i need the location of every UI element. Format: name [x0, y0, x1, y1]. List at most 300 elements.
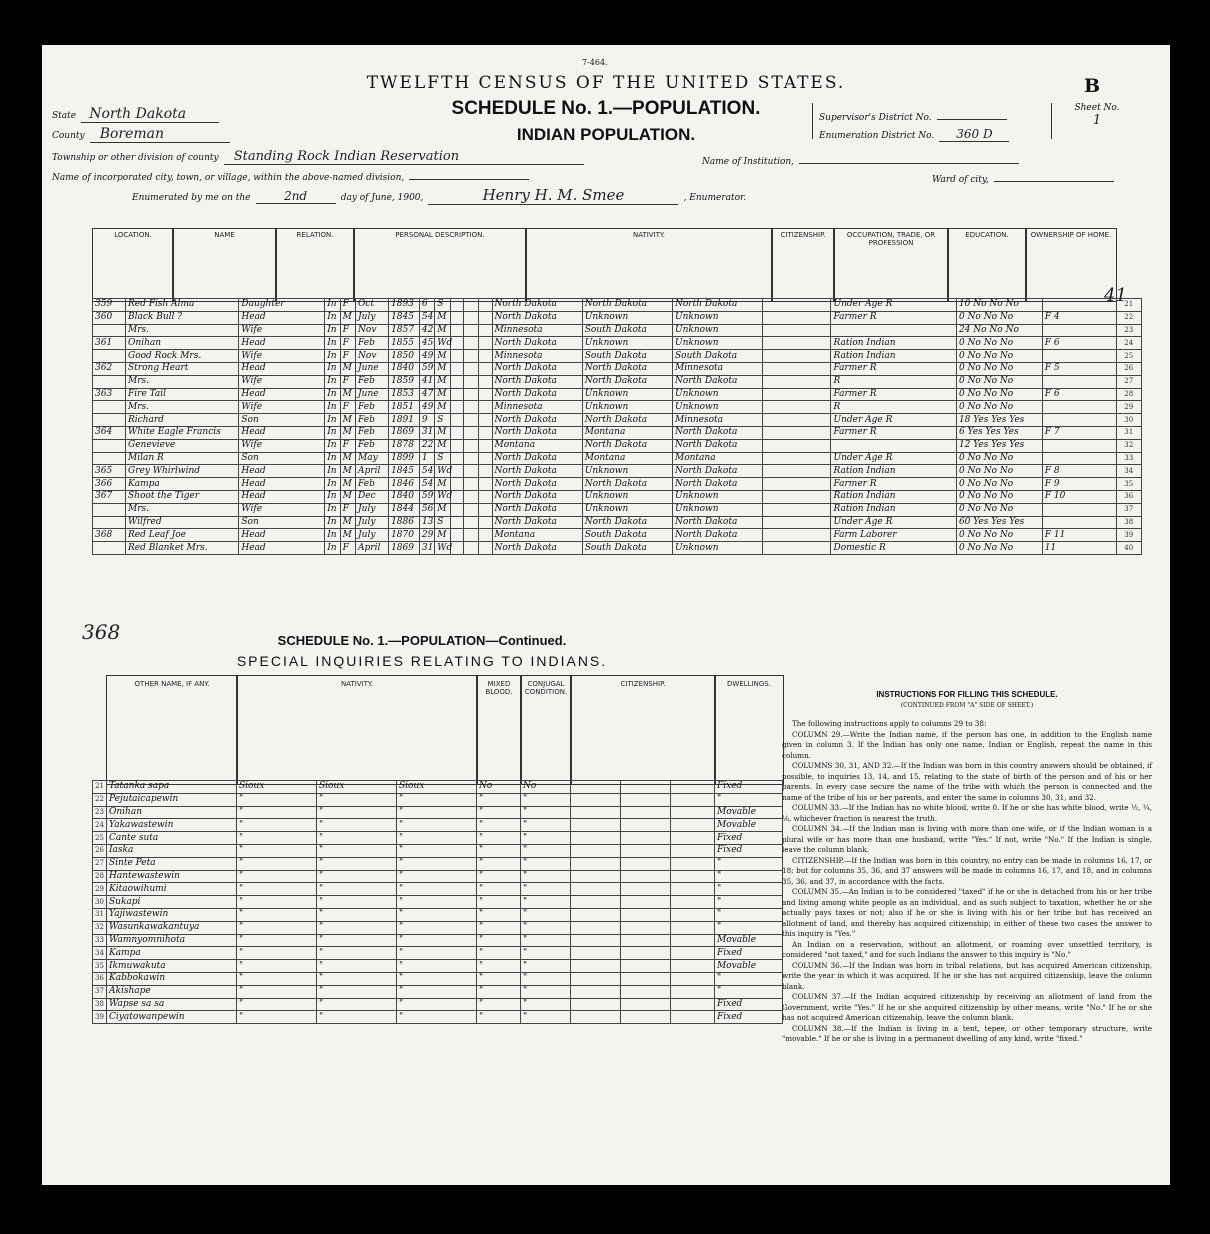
taxed — [571, 972, 621, 985]
citizenship-year — [621, 921, 671, 934]
mother-tribe: " — [397, 934, 477, 947]
mother-tribe: " — [397, 883, 477, 896]
birthplace: Montana — [492, 529, 582, 542]
col-12 — [463, 362, 478, 375]
special-inquiries-title: SPECIAL INQUIRIES RELATING TO INDIANS. — [236, 653, 608, 669]
birth-year: 1886 — [389, 516, 420, 529]
table-row — [93, 1011, 783, 1024]
citizenship-cell — [763, 452, 831, 465]
col-13 — [479, 426, 492, 439]
father-tribe: " — [317, 844, 397, 857]
col-11 — [450, 299, 463, 312]
col-12 — [463, 311, 478, 324]
table-row — [93, 921, 783, 934]
father-birthplace: North Dakota — [582, 414, 672, 427]
taxed — [571, 921, 621, 934]
marital-status: Wd — [435, 465, 450, 478]
other-name: Wapse sa sa — [107, 998, 237, 1011]
tribe: " — [237, 832, 317, 845]
color: In — [325, 414, 340, 427]
tribe: " — [237, 934, 317, 947]
birth-month: June — [356, 362, 389, 375]
father-tribe: " — [317, 857, 397, 870]
sex: F — [340, 299, 355, 312]
occupation: Farmer R — [831, 362, 956, 375]
mother-tribe: " — [397, 870, 477, 883]
father-birthplace: Montana — [582, 452, 672, 465]
birth-month: July — [356, 503, 389, 516]
mother-birthplace: North Dakota — [673, 299, 763, 312]
taxed — [571, 896, 621, 909]
taxed — [571, 883, 621, 896]
person-name: Red Blanket Mrs. — [126, 542, 239, 555]
table-row — [93, 972, 783, 985]
marital-status: M — [435, 426, 450, 439]
birth-year: 1846 — [389, 478, 420, 491]
col-12 — [463, 388, 478, 401]
dwelling-type: Movable — [715, 934, 783, 947]
ownership: F 9 — [1042, 478, 1116, 491]
citizenship-year — [621, 985, 671, 998]
father-birthplace: Unknown — [582, 388, 672, 401]
dwelling-number — [93, 516, 126, 529]
dwelling-number — [93, 542, 126, 555]
citizenship-year — [621, 857, 671, 870]
age: 59 — [419, 362, 434, 375]
dwelling-number: 368 — [93, 529, 126, 542]
education: 12 Yes Yes Yes — [956, 439, 1042, 452]
line-number: 25 — [1116, 350, 1141, 363]
mixed-blood: " — [477, 998, 521, 1011]
occupation: R — [831, 401, 956, 414]
instruction-paragraph: COLUMN 33.—If the Indian has no white blood, write 0. If he or she has white blood, write ½, ¼, ⅛, whichever fraction is nearest the truth. — [782, 803, 1152, 823]
instruction-paragraph: COLUMN 37.—If the Indian acquired citizenship by receiving an allotment of land from the Government, write "Yes." If he or she acquired citizenship by other means, write "No." If he or she has not acquired American citizenship, leave the column blank. — [782, 992, 1152, 1022]
instructions-panel — [782, 690, 1152, 1045]
age: 22 — [419, 439, 434, 452]
person-name: Milan R — [126, 452, 239, 465]
mother-tribe: " — [397, 806, 477, 819]
father-birthplace: North Dakota — [582, 299, 672, 312]
father-birthplace: North Dakota — [582, 362, 672, 375]
birth-month: April — [356, 542, 389, 555]
col-12 — [463, 452, 478, 465]
table-row — [93, 857, 783, 870]
table-row — [93, 832, 783, 845]
col-13 — [479, 516, 492, 529]
line-number: 38 — [1116, 516, 1141, 529]
allotment — [671, 883, 715, 896]
sex: F — [340, 324, 355, 337]
father-birthplace: South Dakota — [582, 542, 672, 555]
birthplace: North Dakota — [492, 452, 582, 465]
col-13 — [479, 478, 492, 491]
other-name: Sukapi — [107, 896, 237, 909]
color: In — [325, 452, 340, 465]
age: 49 — [419, 350, 434, 363]
birthplace: North Dakota — [492, 490, 582, 503]
birth-year: 1845 — [389, 311, 420, 324]
age: 29 — [419, 529, 434, 542]
schedule-subtitle: INDIAN POPULATION. — [516, 125, 696, 144]
col-11 — [450, 529, 463, 542]
birthplace: North Dakota — [492, 542, 582, 555]
county-field — [52, 123, 230, 143]
supervisor-label: Supervisor's District No. — [819, 113, 932, 123]
ownership: F 6 — [1042, 337, 1116, 350]
polygamy: " — [521, 844, 571, 857]
taxed — [571, 960, 621, 973]
education: 0 No No No — [956, 401, 1042, 414]
population-table — [92, 298, 1142, 555]
dwelling-number — [93, 452, 126, 465]
mixed-blood: " — [477, 883, 521, 896]
sex: M — [340, 465, 355, 478]
birthplace: North Dakota — [492, 426, 582, 439]
instruction-paragraph: COLUMN 34.—If the Indian man is living with more than one wife, or if the Indian woman is a plural wife or has more than one husband, write "Yes." If not, write "No." If the Indian is single, leave the column blank. — [782, 824, 1152, 854]
education: 0 No No No — [956, 529, 1042, 542]
education: 10 No No No — [956, 299, 1042, 312]
tribe: " — [237, 806, 317, 819]
birthplace: North Dakota — [492, 503, 582, 516]
age: 49 — [419, 401, 434, 414]
line-number: 32 — [93, 921, 107, 934]
age: 1 — [419, 452, 434, 465]
other-name: Sinte Peta — [107, 857, 237, 870]
col-12 — [463, 337, 478, 350]
township-label: Township or other division of county — [52, 153, 219, 163]
father-tribe: " — [317, 934, 397, 947]
education: 0 No No No — [956, 388, 1042, 401]
mother-tribe: " — [397, 896, 477, 909]
instruction-paragraph: COLUMNS 30, 31, AND 32.—If the Indian was born in this country answers should be obtained, if possible, to inquiries 13, 14, and 15, relating to the state of birth of the person and of his or her parents. In every case secure the name of the tribe with which the person is connected and the name of the tribe of his or her parents, and enter the same in columns 30, 31, and 32. — [782, 761, 1152, 802]
line-number: 40 — [1116, 542, 1141, 555]
dwelling-number — [93, 414, 126, 427]
relation: Head — [239, 311, 325, 324]
father-tribe: " — [317, 908, 397, 921]
birthplace: Montana — [492, 439, 582, 452]
mother-birthplace: Unknown — [673, 490, 763, 503]
birthplace: North Dakota — [492, 414, 582, 427]
dwelling-number — [93, 439, 126, 452]
table-row — [93, 985, 783, 998]
birth-month: Nov — [356, 324, 389, 337]
ownership — [1042, 516, 1116, 529]
census-title: TWELFTH CENSUS OF THE UNITED STATES. — [366, 73, 846, 93]
col-12 — [463, 401, 478, 414]
mother-birthplace: Montana — [673, 452, 763, 465]
citizenship-cell — [763, 503, 831, 516]
line-number: 26 — [1116, 362, 1141, 375]
mother-tribe: " — [397, 985, 477, 998]
line-number: 31 — [93, 908, 107, 921]
other-name: Cante suta — [107, 832, 237, 845]
birth-month: July — [356, 516, 389, 529]
allotment — [671, 1011, 715, 1024]
line-number: 22 — [93, 793, 107, 806]
birth-year: 1859 — [389, 375, 420, 388]
occupation: Domestic R — [831, 542, 956, 555]
citizenship-cell — [763, 350, 831, 363]
enumerated-prefix: Enumerated by me on the — [132, 193, 251, 203]
citizenship-cell — [763, 311, 831, 324]
col-12 — [463, 414, 478, 427]
father-tribe: " — [317, 793, 397, 806]
education: 0 No No No — [956, 465, 1042, 478]
citizenship-cell — [763, 375, 831, 388]
age: 13 — [419, 516, 434, 529]
enumerated-day: 2nd — [256, 189, 336, 204]
mixed-blood: " — [477, 934, 521, 947]
mother-tribe: " — [397, 960, 477, 973]
special-inquiries-table — [92, 780, 783, 1024]
ownership: F 10 — [1042, 490, 1116, 503]
birth-month: Feb — [356, 401, 389, 414]
father-tribe: " — [317, 883, 397, 896]
line-number: 39 — [1116, 529, 1141, 542]
col-12 — [463, 350, 478, 363]
instruction-paragraph: COLUMN 29.—Write the Indian name, if the person has one, in addition to the English name given in column 3. If the Indian has only one name, Indian or English, repeat the name in this column. — [782, 729, 1152, 760]
dwelling-type: Fixed — [715, 832, 783, 845]
tribe: Sioux — [237, 781, 317, 794]
sex: F — [340, 439, 355, 452]
taxed — [571, 998, 621, 1011]
line-number: 29 — [1116, 401, 1141, 414]
relation: Son — [239, 452, 325, 465]
person-name: Kampa — [126, 478, 239, 491]
person-name: Red Fish Alma — [126, 299, 239, 312]
mixed-blood: " — [477, 921, 521, 934]
sex: F — [340, 375, 355, 388]
table-row — [93, 844, 783, 857]
dwelling-type: Fixed — [715, 844, 783, 857]
marital-status: M — [435, 478, 450, 491]
birth-year: 1878 — [389, 439, 420, 452]
father-birthplace: Unknown — [582, 337, 672, 350]
person-name: Richard — [126, 414, 239, 427]
table-row — [93, 793, 783, 806]
table-row — [93, 337, 1142, 350]
table-row — [93, 870, 783, 883]
father-birthplace: North Dakota — [582, 375, 672, 388]
mixed-blood: " — [477, 908, 521, 921]
dwelling-type: " — [715, 857, 783, 870]
table-row — [93, 311, 1142, 324]
line-number: 39 — [93, 1011, 107, 1024]
polygamy: " — [521, 972, 571, 985]
instruction-paragraph: COLUMN 36.—If the Indian was born in tribal relations, but has acquired American citizenship, write the year in which it was acquired. If he or she has not acquired citizenship, leave the column blank. — [782, 960, 1152, 991]
mother-tribe: " — [397, 793, 477, 806]
birthplace: North Dakota — [492, 478, 582, 491]
citizenship-year — [621, 896, 671, 909]
sex: F — [340, 337, 355, 350]
sex: M — [340, 311, 355, 324]
birthplace: North Dakota — [492, 362, 582, 375]
mixed-blood: No — [477, 781, 521, 794]
table-row — [93, 388, 1142, 401]
col-12 — [463, 503, 478, 516]
age: 54 — [419, 311, 434, 324]
col-12 — [463, 299, 478, 312]
line-number: 27 — [1116, 375, 1141, 388]
occupation — [831, 324, 956, 337]
education: 0 No No No — [956, 542, 1042, 555]
color: In — [325, 529, 340, 542]
father-tribe: Sioux — [317, 781, 397, 794]
mother-tribe: " — [397, 908, 477, 921]
occupation: Farmer R — [831, 426, 956, 439]
lower-header-nativity: NATIVITY. — [236, 675, 478, 785]
mixed-blood: " — [477, 844, 521, 857]
birth-year: 1869 — [389, 426, 420, 439]
table-row — [93, 465, 1142, 478]
line-number: 22 — [1116, 311, 1141, 324]
citizenship-cell — [763, 439, 831, 452]
supervisor-field — [819, 105, 1007, 124]
col-13 — [479, 350, 492, 363]
education: 0 No No No — [956, 337, 1042, 350]
sheet-letter: B — [1084, 75, 1101, 97]
ownership — [1042, 375, 1116, 388]
citizenship-year — [621, 960, 671, 973]
other-name: Kitaowihumi — [107, 883, 237, 896]
col-11 — [450, 414, 463, 427]
marital-status: Wd — [435, 337, 450, 350]
allotment — [671, 921, 715, 934]
enumerated-line — [132, 185, 746, 205]
person-name: Strong Heart — [126, 362, 239, 375]
citizenship-cell — [763, 362, 831, 375]
line-number: 29 — [93, 883, 107, 896]
citizenship-cell — [763, 426, 831, 439]
mother-tribe: " — [397, 819, 477, 832]
col-13 — [479, 375, 492, 388]
table-row — [93, 350, 1142, 363]
father-tribe: " — [317, 832, 397, 845]
mother-tribe: Sioux — [397, 781, 477, 794]
birth-month: Nov — [356, 350, 389, 363]
header-name: NAME — [172, 228, 277, 302]
polygamy: " — [521, 857, 571, 870]
enumerator-name: Henry H. M. Smee — [428, 186, 678, 205]
birth-year: 1899 — [389, 452, 420, 465]
mother-tribe: " — [397, 998, 477, 1011]
col-13 — [479, 452, 492, 465]
person-name: Onihan — [126, 337, 239, 350]
person-name: Fire Tail — [126, 388, 239, 401]
table-row — [93, 478, 1142, 491]
relation: Head — [239, 362, 325, 375]
citizenship-year — [621, 806, 671, 819]
col-13 — [479, 503, 492, 516]
polygamy: " — [521, 819, 571, 832]
color: In — [325, 503, 340, 516]
line-number: 36 — [1116, 490, 1141, 503]
polygamy: " — [521, 806, 571, 819]
col-11 — [450, 375, 463, 388]
col-13 — [479, 362, 492, 375]
table-row — [93, 960, 783, 973]
occupation: Under Age R — [831, 414, 956, 427]
col-13 — [479, 337, 492, 350]
birth-month: Oct — [356, 299, 389, 312]
margin-number: 368 — [82, 620, 121, 644]
continued-title: SCHEDULE No. 1.—POPULATION—Continued. — [277, 633, 567, 648]
education: 0 No No No — [956, 375, 1042, 388]
age: 47 — [419, 388, 434, 401]
tribe: " — [237, 870, 317, 883]
mother-birthplace: North Dakota — [673, 375, 763, 388]
lower-header-dwellings: DWELLINGS. — [714, 675, 784, 785]
birth-month: Feb — [356, 414, 389, 427]
polygamy: " — [521, 908, 571, 921]
header-personal: PERSONAL DESCRIPTION. — [353, 228, 527, 302]
mixed-blood: " — [477, 857, 521, 870]
citizenship-year — [621, 832, 671, 845]
header-citizenship: CITIZENSHIP. — [771, 228, 835, 302]
instructions-subtitle: (CONTINUED FROM "A" SIDE OF SHEET.) — [900, 701, 1034, 709]
table-row — [93, 439, 1142, 452]
citizenship-cell — [763, 465, 831, 478]
mother-birthplace: Minnesota — [673, 362, 763, 375]
color: In — [325, 362, 340, 375]
taxed — [571, 1011, 621, 1024]
marital-status: Wd — [435, 490, 450, 503]
dwelling-number — [93, 503, 126, 516]
col-12 — [463, 465, 478, 478]
person-name: Grey Whirlwind — [126, 465, 239, 478]
polygamy: " — [521, 998, 571, 1011]
citizenship-cell — [763, 490, 831, 503]
other-name: Yakawastewin — [107, 819, 237, 832]
sex: F — [340, 401, 355, 414]
col-11 — [450, 426, 463, 439]
mixed-blood: " — [477, 960, 521, 973]
polygamy: " — [521, 870, 571, 883]
father-birthplace: South Dakota — [582, 324, 672, 337]
relation: Wife — [239, 375, 325, 388]
col-13 — [479, 439, 492, 452]
mother-birthplace: Unknown — [673, 388, 763, 401]
state-label: State — [52, 111, 77, 121]
birthplace: North Dakota — [492, 516, 582, 529]
color: In — [325, 542, 340, 555]
col-13 — [479, 465, 492, 478]
lower-header-mixed: MIXED BLOOD. — [476, 675, 522, 785]
birth-year: 1851 — [389, 401, 420, 414]
allotment — [671, 806, 715, 819]
other-name: Iaska — [107, 844, 237, 857]
father-birthplace: Unknown — [582, 465, 672, 478]
mixed-blood: " — [477, 806, 521, 819]
sheet-no-value: 1 — [1092, 113, 1102, 128]
line-number: 34 — [93, 947, 107, 960]
color: In — [325, 478, 340, 491]
taxed — [571, 870, 621, 883]
col-13 — [479, 324, 492, 337]
allotment — [671, 934, 715, 947]
education: 6 Yes Yes Yes — [956, 426, 1042, 439]
other-name: Hantewastewin — [107, 870, 237, 883]
line-number: 33 — [1116, 452, 1141, 465]
marital-status: S — [435, 516, 450, 529]
col-13 — [479, 542, 492, 555]
citizenship-cell — [763, 516, 831, 529]
mixed-blood: " — [477, 896, 521, 909]
dwelling-type: Movable — [715, 806, 783, 819]
birthplace: Minnesota — [492, 324, 582, 337]
dwelling-type: " — [715, 883, 783, 896]
institution-label: Name of Institution, — [702, 157, 795, 167]
